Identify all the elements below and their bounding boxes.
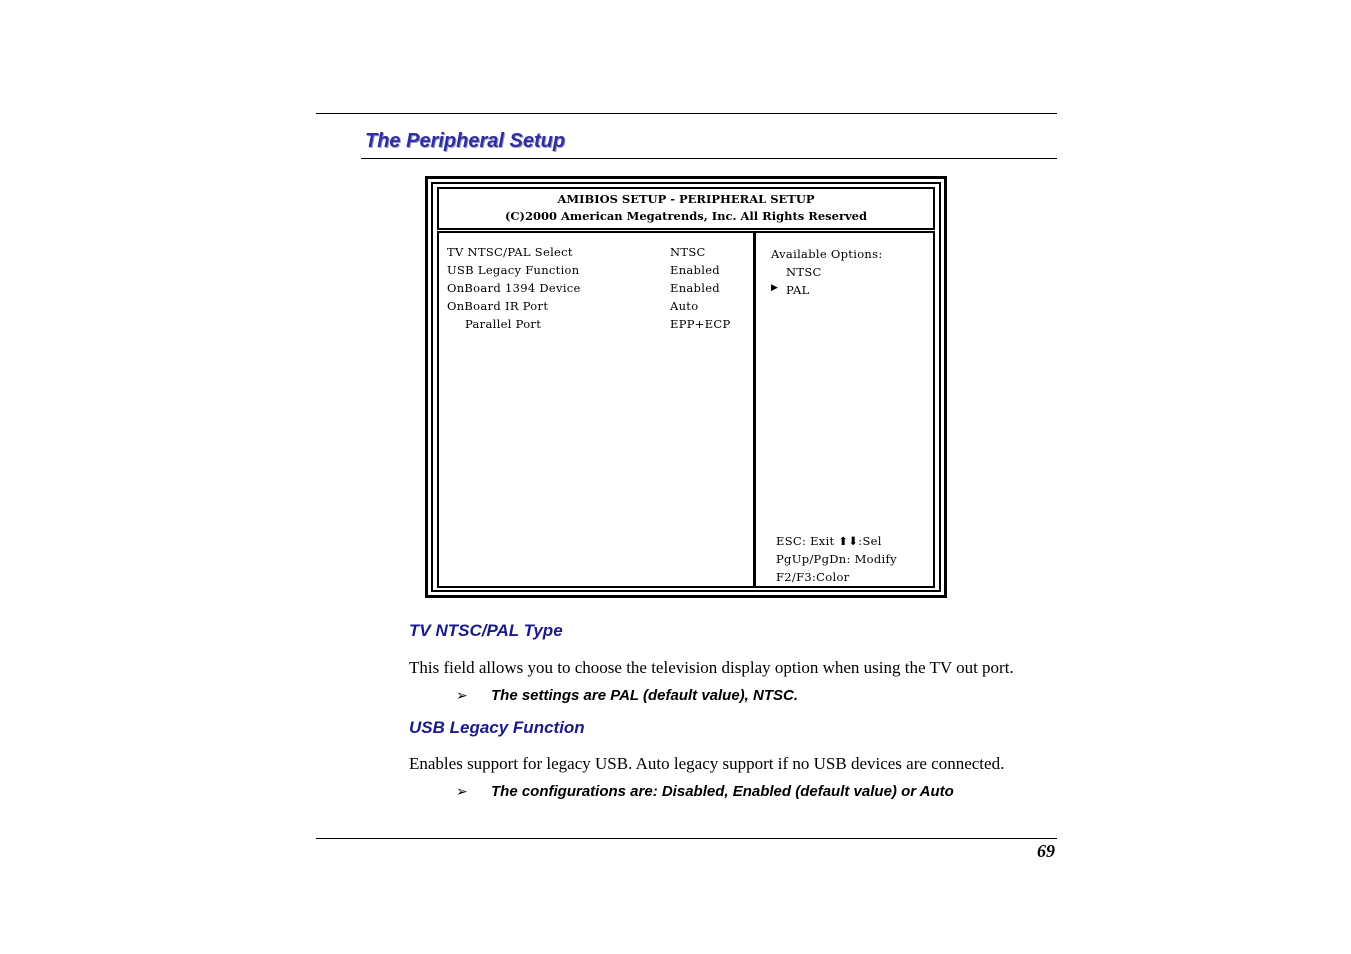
bullet-usb-legacy: The configurations are: Disabled, Enabled (default value) or Auto (491, 783, 954, 800)
bios-body (437, 231, 935, 588)
section-title: The Peripheral Setup (365, 130, 566, 152)
bios-header-copyright: (C)2000 American Megatrends, Inc. All Rights Reserved (504, 209, 868, 223)
setting-name: Parallel Port (465, 317, 542, 331)
setting-row-usb-legacy[interactable] (447, 263, 747, 281)
bios-divider (753, 233, 756, 586)
setting-value: Enabled (670, 263, 720, 277)
setting-name: OnBoard 1394 Device (447, 281, 581, 295)
bullet-tv-ntsc-pal: The settings are PAL (default value), NTSC. (491, 687, 799, 704)
setting-name: OnBoard IR Port (447, 299, 549, 313)
title-rule (361, 158, 1057, 159)
option-ntsc[interactable]: NTSC (786, 265, 822, 279)
paragraph-tv-ntsc-pal: This field allows you to choose the television display option when using the TV out port. (409, 658, 1014, 677)
heading-usb-legacy: USB Legacy Function (409, 718, 585, 737)
paragraph-usb-legacy: Enables support for legacy USB. Auto legacy support if no USB devices are connected. (409, 754, 1005, 773)
bottom-rule (316, 838, 1057, 839)
setting-row-parallel-port[interactable] (447, 317, 747, 335)
setting-value: Auto (670, 299, 699, 313)
setting-value: EPP+ECP (670, 317, 731, 331)
bullet-arrow-icon: ➢ (456, 785, 468, 800)
setting-value: Enabled (670, 281, 720, 295)
bios-header (437, 187, 935, 230)
setting-name: USB Legacy Function (447, 263, 580, 277)
bios-header-title: AMIBIOS SETUP - PERIPHERAL SETUP (557, 192, 815, 206)
options-label: Available Options: (771, 247, 883, 261)
option-pal[interactable]: PAL (786, 283, 810, 297)
setting-name: TV NTSC/PAL Select (447, 245, 573, 259)
bullet-arrow-icon: ➢ (456, 689, 468, 704)
top-rule (316, 113, 1057, 114)
setting-row-ir-port[interactable] (447, 299, 747, 317)
heading-tv-ntsc-pal: TV NTSC/PAL Type (409, 621, 563, 640)
page-number: 69 (1037, 841, 1055, 861)
help-f2f3: F2/F3:Color (776, 570, 850, 584)
setting-row-tv-select[interactable] (447, 245, 747, 263)
selection-arrow-icon: ▶ (771, 283, 779, 293)
setting-row-1394[interactable] (447, 281, 747, 299)
help-pgup: PgUp/PgDn: Modify (776, 552, 897, 566)
help-esc: ESC: Exit ⬆⬇:Sel (776, 534, 882, 548)
bios-screenshot (425, 176, 947, 598)
bios-frame (431, 182, 941, 592)
setting-value: NTSC (670, 245, 706, 259)
